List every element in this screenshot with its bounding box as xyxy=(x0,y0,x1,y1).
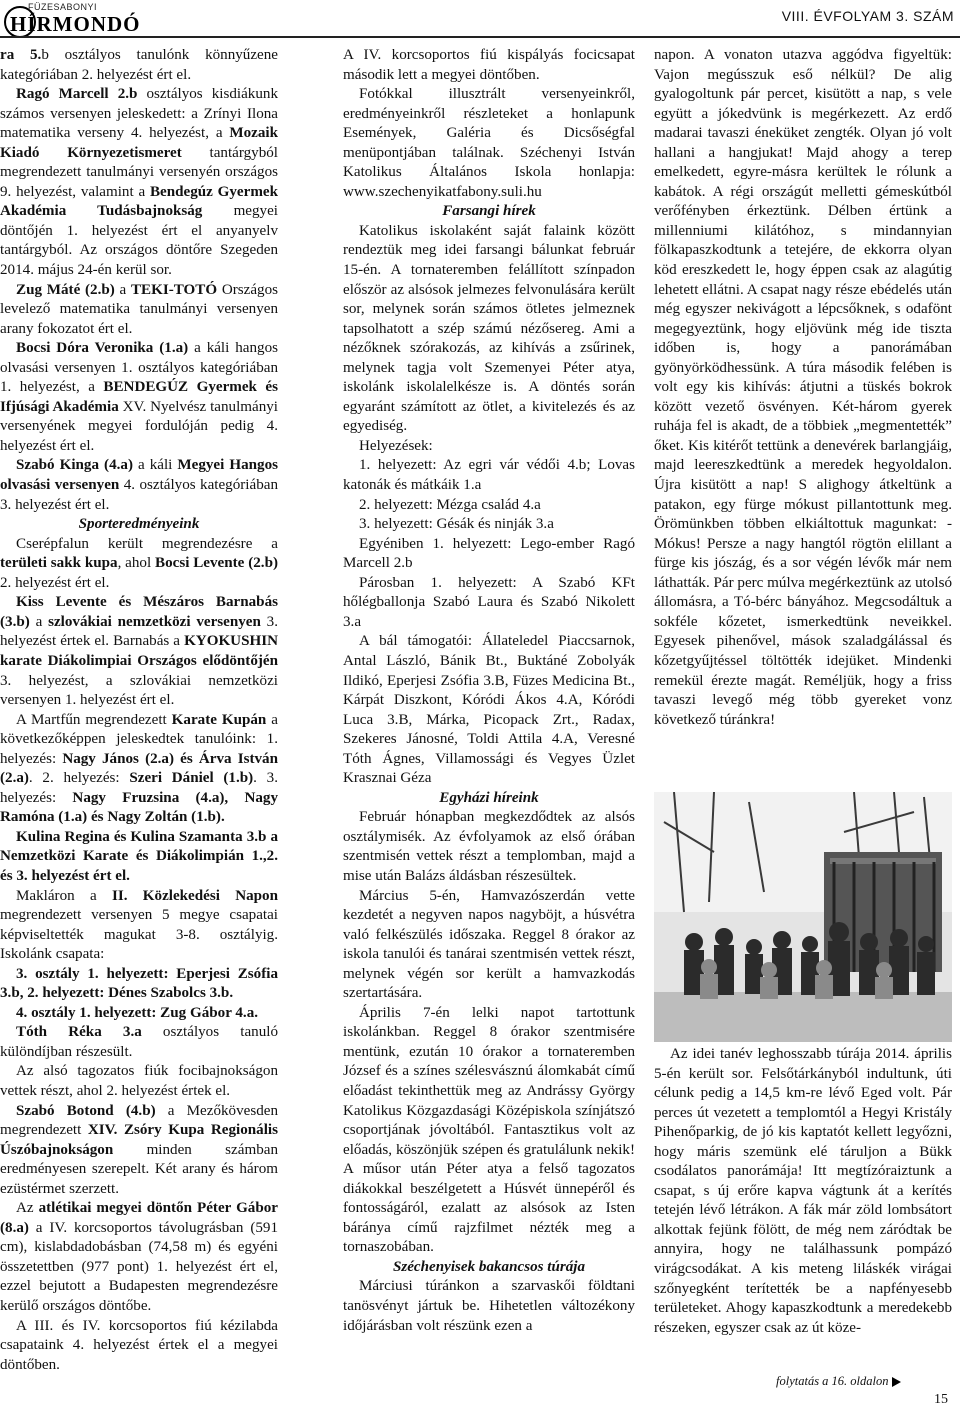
paragraph: Március 5-én, Hamvazószerdán vette kezdetét a negyven napos nagyböjt, a húsvétra való felkészülés időszaka. Reggel 8 órakor az iskola tanulói és tanárai szentmisén vettek részt, melynek végén sor került a hamvazkodás szertartására. xyxy=(343,887,635,1002)
paragraph: Szabó Kinga (4.a) a káli Megyei Hangos olvasási versenyen 4. osztályos kategóriában 3. helyezést ért el. xyxy=(0,457,278,513)
paragraph: A III. és IV. korcsoportos fiú kézilabda csapataink 4. helyezést értek el a megyei döntőben. xyxy=(0,1317,278,1373)
paragraph: 2. helyezett: Mézga család 4.a xyxy=(359,496,541,513)
paragraph: A bál támogatói: Állateledel Piaccsarnok, Antal László, Bánik Bt., Buktáné Zobolyák Ildikó, Eperjesi Zsófia 3.B, Füzes Medicina Bt., Kárpát Diszkont, Kóródi Ákos 4.A, Kóródi Luca 3.B, Márka, Picopack Zrt., Radax, Szekeres Jánosné, Toldi Attila 4.A, Veresné Tóth Ágnes, Villamossági és Vegyes Üzlet Krasznai Géza xyxy=(343,633,635,787)
group-photo xyxy=(654,792,952,1042)
logo-main-text: HÍRMONDÓ xyxy=(10,12,141,36)
paragraph: Tóth Réka 3.a osztályos tanuló különdíjban részesült. xyxy=(0,1024,278,1060)
page-number: 15 xyxy=(934,1392,948,1407)
section-heading: Sporteredményeink xyxy=(78,516,200,533)
paragraph: napon. A vonaton utazva aggódva figyeltük: Vajon megússzuk eső nélkül? De alig gyalogoltunk pár percet, kisütött a nap, s vele együtt a jókedvünk is megérkezett. Az erdő madarai tavaszi éneküket zengték. Olyan jó volt hallani a hangjukat! Majd ahogy a terep emelkedett, egyre-másra kerültek le rólunk a kabátok. A régi országút melletti gémeskútból verőfényben érkeztünk. Délben értünk a millenniumi kilátóhoz, s mindannyian fölkapaszkodtunk a tetejére, de ekkorra olyan köd ereszkedett le, hogy éppen csak az alagútig lehetett ellátni. A csapat nagy része ebédelés után még egyszer nekivágott a lépcsőknek, s odafönt megegyeztünk, hogy eljövünk még ide tiszta időben is, hogy a panorámában gyönyörködhessünk. A túra második felében is volt egy kis kihívás: átjutni a tüskés bokrok között vezető ösvényen. Két-három gyerek ruhája fel is akadt, de a többiek „megmentették” őket. Kis kitérőt tettünk a denevérek barlangjáig, majd leereszkedtünk a meredek hegyoldalon. Újra kisütött a nap! S alighogy átkeltünk a patakon, egy fürge mókust pillantottunk meg. Örömünkben többen elkiáltottuk magunkat: - Mókus! Persze a nagy hangtól rögtön elillant a fürge kis jószág, és a sor végén lévők már nem láthatták. Pár perc múlva megérkeztünk az utolsó állomásra, a Tó-bérc bányához. Megcsodáltuk a sokféle kőzetet, ismerkedtünk neveikkel. Egyesek pihenővel, mások szaladgálással és kőzetgyűjtéssel töltötték idejüket. Mindenki remekül érezte magát. Reméljük, hogy a friss tavaszi levegő még több gyereket vonz következő túránkra! xyxy=(654,47,952,728)
paragraph: 3. helyezett: Gésák és ninják 3.a xyxy=(359,516,554,533)
paragraph: Ragó Marcell 2.b osztályos kisdiákunk számos versenyen jeleskedett: a Zrínyi Ilona matematika verseny 4. helyezést, a Mozaik Kiadó Környezetismeret tantárgyból megrendezett tanulmányi versenyén országos 9. helyezést, valamint a Bendegúz Gyermek Akadémia Tudásbajnokság megyei döntőjén 1. helyezést ért el anyanyelv tantárgyból. Az országos döntőre Szegeden 2014. május 24-én kerül sor. xyxy=(0,86,278,279)
paragraph: Kulina Regina és Kulina Szamanta 3.b a Nemzetközi Karate és Diákolimpián 1.,2. és 3. helyezést ért el. xyxy=(0,828,278,884)
paragraph: Zug Máté (2.b) a TEKI-TOTÓ Országos levelező matematika tanulmányi versenyen arany fokozatot ért el. xyxy=(0,281,278,337)
paragraph: Egyéniben 1. helyezett: Lego-ember Ragó Marcell 2.b xyxy=(343,535,635,572)
column-3-bottom xyxy=(654,1045,952,1338)
logo-small-text: FÜZESABONYI xyxy=(28,2,98,12)
paragraph: Katolikus iskolaként saját falaink között rendeztük meg idei farsangi bálunkat február 15-én. A tornateremben felállított színpadon először az alsósok jelmezes felvonulására került sor, melynek során számos ötletes jelmeznek tapsolhatott a szép számú nézősereg. Ami a nézőknek szórakozás, az kihívás a zsűrinek, melynek tagja volt Szemenyei Péter atya, iskolánk iskolalelkésze is. A döntés során egyaránt számított az ötlet, a kivitelezés és az egyediség. xyxy=(343,222,635,435)
paragraph: Az alsó tagozatos fiúk focibajnokságon vettek részt, ahol 2. helyezést értek el. xyxy=(0,1063,278,1099)
paragraph: ra 5.b osztályos tanulónk könnyűzene kategóriában 2. helyezést ért el. xyxy=(0,47,278,83)
paragraph: Helyezések: xyxy=(359,437,433,454)
paragraph: Április 7-én lelki napot tartottunk iskolánkban. Reggel 8 órakor szentmisére mentünk, ezután 10 órakor a tornateremben József és a színes szélesvásznú álomkabát című előadást tekinthettük meg az Andrássy György Katolikus Közgazdasági Középiskola színjátszó csoportjának jóvoltából. Fantasztikus volt az előadás, köszönjük szépen és gratulálunk nekik! A műsor után Péter atya a felső tagozatos diákokkal beszélgetett a Húsvét ünnepéről és fontosságáról, ezalatt az alsósok az Isten báránya című rajzfilmet nézték meg a tornaszobában. xyxy=(343,1004,635,1256)
section-heading: Farsangi hírek xyxy=(442,203,536,220)
paragraph: Február hónapban megkezdődtek az alsós osztálymisék. Az évfolyamok az első órában szentmisén vettek részt a templomban, majd a mise után Balázs áldásban részesültek. xyxy=(343,809,635,884)
newspaper-logo xyxy=(4,2,141,36)
paragraph: Márciusi túránkon a szarvaskői földtani tanösvényt jártuk be. Hihetetlen változékony időjárásban volt részünk ezen a xyxy=(343,1278,635,1334)
header-rule xyxy=(0,36,960,38)
paragraph: A Martfűn megrendezett Karate Kupán a következőképpen jeleskedtek tanulóink: 1. helyezés: Nagy János (2.a) és Árva István (2.a). 2. helyezés: Szeri Dániel (1.b). 3. helyezés: Nagy Fruzsina (4.a), Nagy Ramóna (1.a) és Nagy Zoltán (1.b). xyxy=(0,711,278,826)
paragraph: Bocsi Dóra Veronika (1.a) a káli hangos olvasási versenyen 1. osztályos kategóriában 1. helyezést, a BENDEGÚZ Gyermek és Ifjúsági Akadémia XV. Nyelvész tanulmányi versenyének megyei fordulóján pedig 4. helyezést ért el. xyxy=(0,340,279,454)
paragraph: Kiss Levente és Mészáros Barnabás (3.b) a szlovákiai nemzetközi versenyen 3. helyezést értek el. Barnabás a KYOKUSHIN karate Diákolimpiai Országos elődöntőjén 3. helyezést, a szlovákiai nemzetközi versenyen 1. helyezést ért el. xyxy=(0,594,279,709)
paragraph: Fotókkal illusztrált versenyeinkről, eredményeinkről részleteket a honlapunk Események, Galéria és Dicsőségfal menüpontjában találnak. Széchenyi István Katolikus Általános Iskola honlapja: www.szechenyikatfabony.suli.hu xyxy=(343,86,635,200)
section-heading: Egyházi híreink xyxy=(439,789,539,806)
paragraph: Az idei tanév leghosszabb túrája 2014. április 5-én került sor. Felsőtárkányból indultunk, úti célunk pedig a 14,5 km-re lévő Eged volt. Pár perces út vezetett a templomtól a Hegyi Kristály Pihenőparkig, de jó kis kaptatót kellett legyőzni, hogy máris szemünk elé táruljon a Bükk csodálatos panorámája! Itt megtízóraiztunk a csapat, s új erőre kapva vágtunk át a kerítés tetején lévő létrákon. A fák már zöld lombsátort alkottak fejünk fölött, de még nem záródtak be annyira, hogy ne találhassunk pompázó virágcsodákat. A kis meteng liláskék virágai szőnyegként terítették be a napfényesebb területeket. Ahogy kapaszkodtunk a meredekebb részeken, egyszer csak az út köze- xyxy=(654,1046,952,1336)
paragraph: Párosban 1. helyezett: A Szabó KFt hőlégballonja Szabó Laura és Szabó Nikolett 3.a xyxy=(343,574,635,630)
continued-note xyxy=(776,1374,901,1389)
paragraph: Az atlétikai megyei döntőn Péter Gábor (8.a) a IV. korcsoportos távolugrásban (591 cm), kislabdadobásban (74,58 m) és egyéni összetettben (977 pont) 1. helyezést ért el, ezzel bejutott a Budapesten megrendezésre kerülő országos döntőbe. xyxy=(0,1200,278,1314)
paragraph: 3. osztály 1. helyezett: Eperjesi Zsófia 3.b, 2. helyezett: Dénes Szabolcs 3.b. xyxy=(0,965,278,1002)
column-3-top xyxy=(654,46,952,730)
group-photo-image xyxy=(654,792,952,1042)
column-2 xyxy=(343,46,635,1336)
continued-text: folytatás a 16. oldalon xyxy=(776,1374,889,1388)
arrow-right-icon xyxy=(892,1377,901,1387)
paragraph: Szabó Botond (4.b) a Mezőkövesden megrendezett XIV. Zsóry Kupa Regionális Úszóbajnokságon minden számban eredményesen szerepelt. Két arany és három ezüstérmet szerzett. xyxy=(0,1102,278,1197)
column-1 xyxy=(0,46,278,1375)
edition-label: VIII. ÉVFOLYAM 3. SZÁM xyxy=(781,8,954,24)
paragraph: Cserépfalun került megrendezésre a területi sakk kupa, ahol Bocsi Levente (2.b) 2. helyezést ért el. xyxy=(0,535,278,591)
paragraph: 1. helyezett: Az egri vár védői 4.b; Lovas katonák és mátkáik 1.a xyxy=(343,457,635,494)
paragraph: Makláron a II. Közlekedési Napon megrendezett versenyen 5 megye csapatai képviseltették magukat 3-8. osztályig. Iskolánk csapata: xyxy=(0,887,278,963)
page-header xyxy=(0,0,960,40)
paragraph: 4. osztály 1. helyezett: Zug Gábor 4.a. xyxy=(16,1004,259,1021)
section-heading: Széchenyisek bakancsos túrája xyxy=(392,1258,586,1275)
paragraph: A IV. korcsoportos fiú kispályás focicsapat második lett a megyei döntőben. xyxy=(343,47,635,83)
